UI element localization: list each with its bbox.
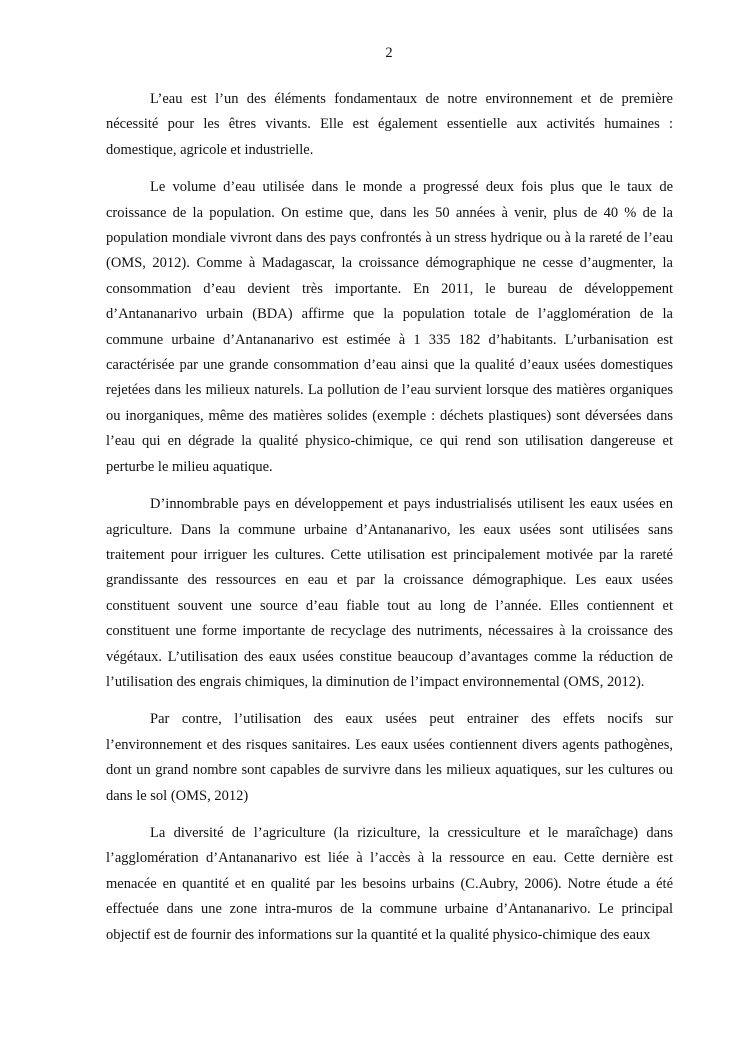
body-text xyxy=(106,87,673,960)
paragraph-study-objective: La diversité de l’agriculture (la riziculture, la cressiculture et le maraîchage) dans l’agglomération d’Antananarivo est liée à l’accès à la ressource en eau. Cette dernière est menacée en quantité et en qualité par les besoins urbains (C.Aubry, 2006). Notre étude a été effectuée dans une zone intra-muros de la commune urbaine d’Antananarivo. Le principal objectif est de fournir des informations sur la quantité et la qualité physico-chimique des eaux xyxy=(106,824,673,943)
paragraph-wastewater-agriculture: D’innombrable pays en développement et pays industrialisés utilisent les eaux usées en agriculture. Dans la commune urbaine d’Antananarivo, les eaux usées sont utilisées sans traitement pour irriguer les cultures. Cette utilisation est principalement motivée par la rareté grandissante des ressources en eau et par la croissance démographique. Les eaux usées constituent souvent une source d’eau fiable tout au long de l’année. Elles contiennent et constituent une forme importante de recyclage des nutriments, nécessaires à la croissance des végétaux. L’utilisation des eaux usées constitue beaucoup d’avantages comme la réduction de l’utilisation des engrais chimiques, la diminution de l’impact environnemental (OMS, 2012). xyxy=(106,496,673,690)
paragraph-water-consumption: Le volume d’eau utilisée dans le monde a progressé deux fois plus que le taux de croissance de la population. On estime que, dans les 50 années à venir, plus de 40 % de la population mondiale vivront dans des pays confrontés à un stress hydrique ou à la rareté de l’eau (OMS, 2012). Comme à Madagascar, la croissance démographique ne cesse d’augmenter, la consommation d’eau devient très importante. En 2011, le bureau de développement d’Antananarivo urbain (BDA) affirme que la population totale de l’agglomération de la commune urbaine d’Antananarivo est estimée à 1 335 182 d’habitants. L’urbanisation est caractérisée par une grande consommation d’eau ainsi que la qualité d’eaux usées domestiques rejetées dans les milieux naturels. La pollution de l’eau survient lorsque des matières organiques ou inorganiques, même des matières solides (exemple : déchets plastiques) sont déversées dans l’eau qui en dégrade la qualité physico-chimique, ce qui rend son utilisation dangereuse et perturbe le milieu aquatique. xyxy=(106,179,673,475)
page-number: 2 xyxy=(385,45,393,61)
paragraph-water-importance: L’eau est l’un des éléments fondamentaux de notre environnement et de première nécessité pour les êtres vivants. Elle est également essentielle aux activités humaines : domestique, agricole et industrielle. xyxy=(106,91,673,158)
paragraph-health-risks: Par contre, l’utilisation des eaux usées peut entrainer des effets nocifs sur l’environnement et des risques sanitaires. Les eaux usées contiennent divers agents pathogènes, dont un grand nombre sont capables de survivre dans les milieux aquatiques, sur les cultures ou dans le sol (OMS, 2012) xyxy=(106,711,673,804)
